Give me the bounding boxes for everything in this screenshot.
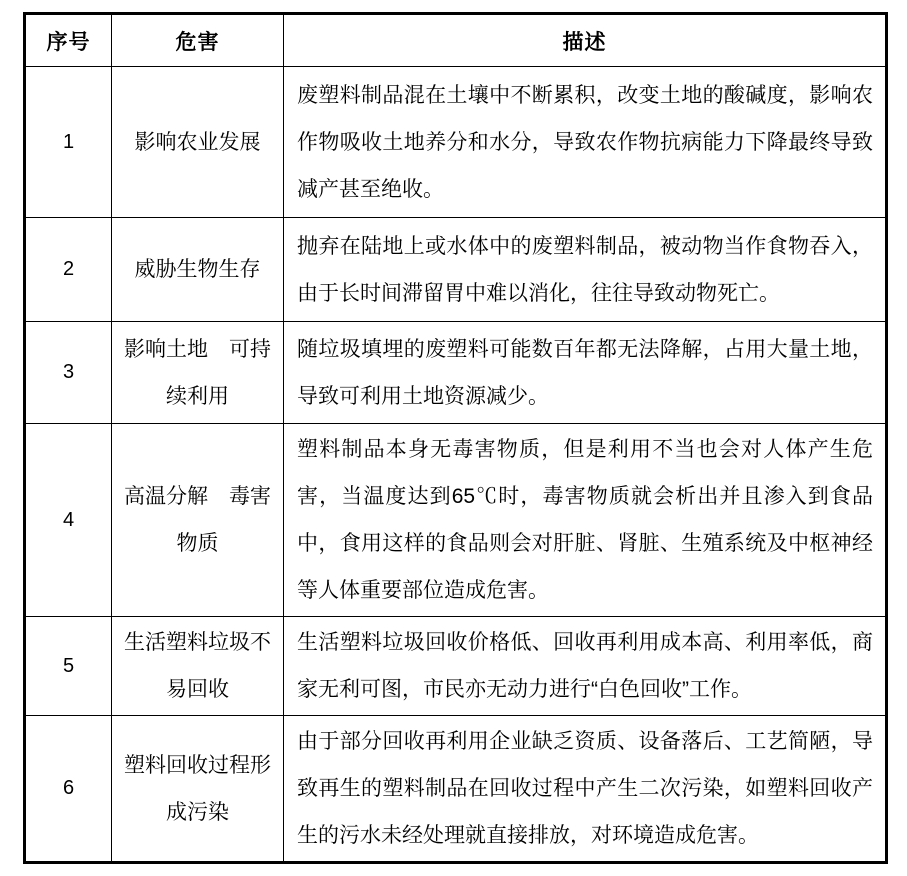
description-cell: 废塑料制品混在土壤中不断累积，改变土地的酸碱度，影响农作物吸收土地养分和水分，导致农作物抗病能力下降最终导致减产甚至绝收。: [284, 67, 887, 218]
hazard-cell: 威胁生物生存: [112, 218, 284, 322]
hazard-cell: 高温分解 毒害物质: [112, 424, 284, 617]
description-cell: 随垃圾填埋的废塑料可能数百年都无法降解，占用大量土地，导致可利用土地资源减少。: [284, 322, 887, 424]
plastic-hazard-table: [23, 12, 888, 864]
hazard-cell: 生活塑料垃圾不易回收: [112, 617, 284, 716]
row-number-cell: 6: [25, 716, 112, 863]
description-cell: 生活塑料垃圾回收价格低、回收再利用成本高、利用率低，商家无利可图，市民亦无动力进行“白色回收”工作。: [284, 617, 887, 716]
row-number-cell: 5: [25, 617, 112, 716]
header-cell-number: 序号: [25, 14, 112, 67]
hazard-cell: 塑料回收过程形成污染: [112, 716, 284, 863]
table-row: [25, 424, 887, 617]
table-row: [25, 322, 887, 424]
header-cell-hazard: 危害: [112, 14, 284, 67]
description-cell: 抛弃在陆地上或水体中的废塑料制品，被动物当作食物吞入，由于长时间滞留胃中难以消化，往往导致动物死亡。: [284, 218, 887, 322]
hazard-cell: 影响农业发展: [112, 67, 284, 218]
row-number-cell: 4: [25, 424, 112, 617]
row-number-cell: 1: [25, 67, 112, 218]
header-cell-description: 描述: [284, 14, 887, 67]
table-row: [25, 218, 887, 322]
description-cell: 塑料制品本身无毒害物质，但是利用不当也会对人体产生危害，当温度达到65℃时，毒害物质就会析出并且渗入到食品中，食用这样的食品则会对肝脏、肾脏、生殖系统及中枢神经等人体重要部位造成危害。: [284, 424, 887, 617]
row-number-cell: 3: [25, 322, 112, 424]
table-row: [25, 67, 887, 218]
table-row: [25, 716, 887, 863]
hazard-cell: 影响土地 可持续利用: [112, 322, 284, 424]
description-cell: 由于部分回收再利用企业缺乏资质、设备落后、工艺简陋，导致再生的塑料制品在回收过程中产生二次污染，如塑料回收产生的污水未经处理就直接排放，对环境造成危害。: [284, 716, 887, 863]
table-row: [25, 617, 887, 716]
table-header-row: [25, 14, 887, 67]
row-number-cell: 2: [25, 218, 112, 322]
